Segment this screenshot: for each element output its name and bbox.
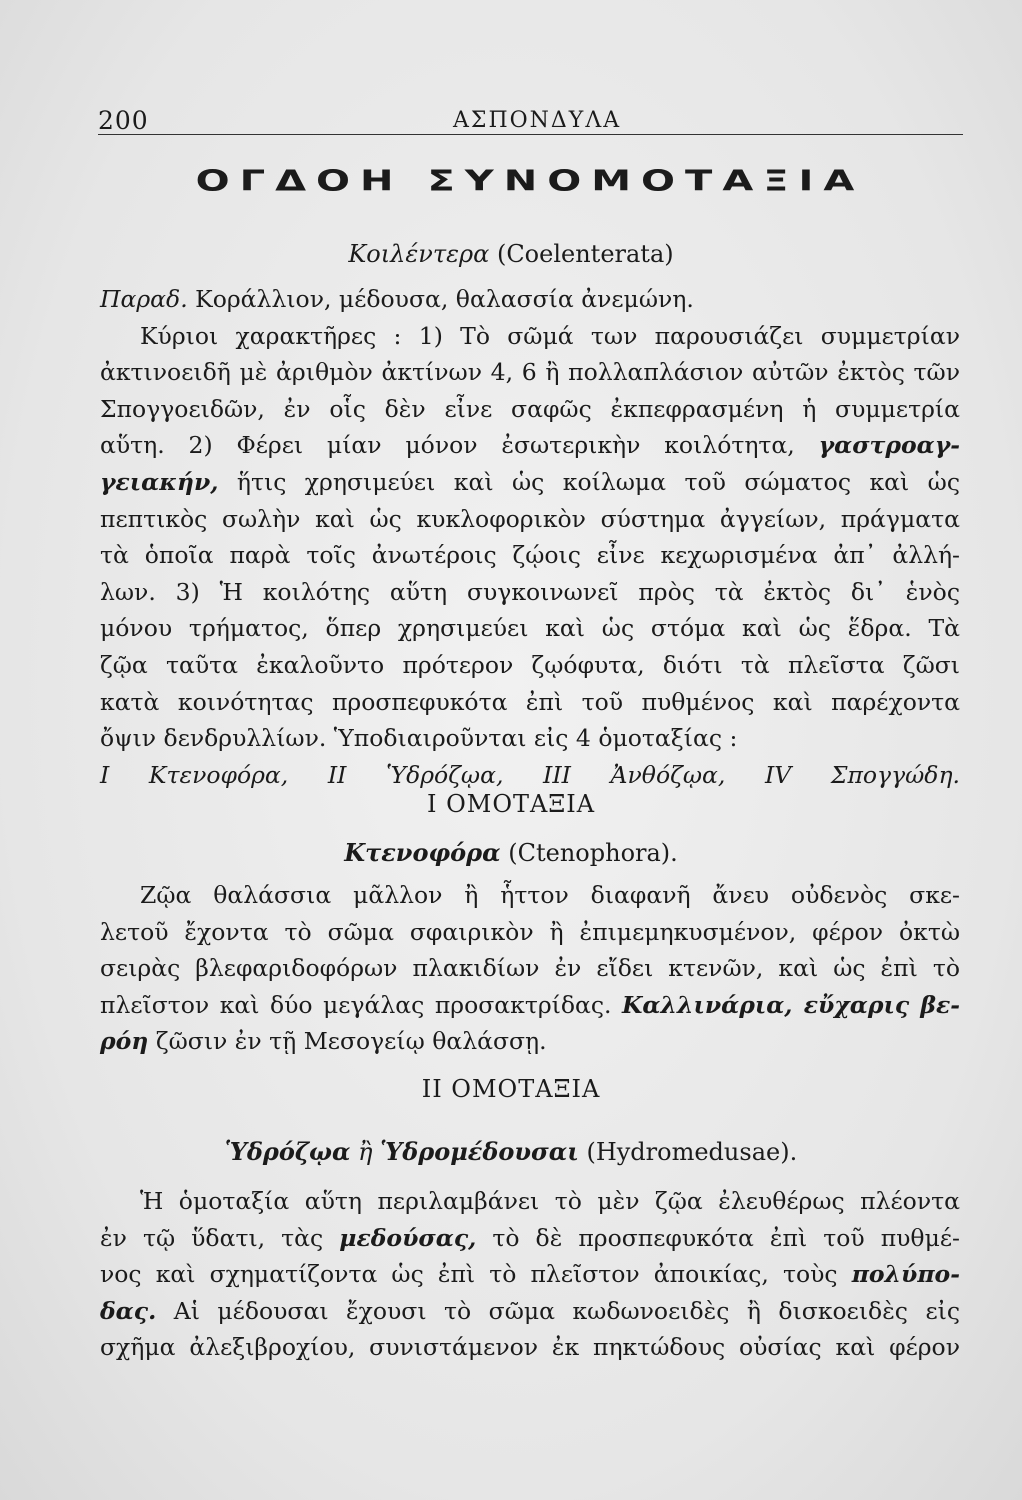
text-line: σχῆμα ἀλεξιβροχίου, συνιστάμενον ἐκ πηκτώδους οὐσίας καὶ φέρον (100, 1333, 960, 1362)
class1-latin: (Ctenophora). (508, 839, 678, 867)
text-fragment: Αἱ μέδουσαι ἔχουσι τὸ σῶμα κωδωνοειδὲς ἢ δισκοειδὲς εἰς (173, 1296, 960, 1325)
text-fragment: ζῶσιν ἐν τῇ Μεσογείῳ θαλάσσῃ. (155, 1027, 547, 1056)
text-line: μόνου τρήματος, ὅπερ χρησιμεύει καὶ ὡς στόμα καὶ ὡς ἕδρα. Τὰ (100, 614, 960, 643)
class2-heading: ΙΙ ΟΜΟΤΑΞΙΑ (421, 1075, 601, 1103)
examples-text: Κοράλλιον, μέδουσα, θαλασσία ἀνεμώνη. (195, 285, 694, 313)
text-fragment: πλεῖστον καὶ δύο μεγάλας προσακτρίδας. (100, 990, 612, 1019)
text-line: κατὰ κοινότητας προσπεφυκότα ἐπὶ τοῦ πυθμένος καὶ παρέχοντα (100, 687, 960, 716)
class2-paragraph (100, 1183, 960, 1366)
class2-name-b: Ὑδρομέδουσαι (380, 1137, 579, 1166)
text-line (100, 464, 960, 501)
term-gastrovascular: γαστροαγ- (818, 431, 960, 460)
phylum-name: Κοιλέντερα (348, 240, 490, 268)
page-number: 200 (98, 106, 149, 135)
text-line (100, 1220, 960, 1257)
class2-name-a: Ὑδρόζῳα (224, 1137, 351, 1166)
text-fragment: αὕτη. 2) Φέρει μίαν μόνον ἐσωτερικὴν κοιλότητα, (100, 431, 795, 460)
class2-or: ἢ (358, 1138, 373, 1166)
text-line: σειρὰς βλεφαριδοφόρων πλακιδίων ἐν εἴδει κτενῶν, καὶ ὡς ἐπὶ τὸ (100, 954, 960, 983)
classes-list: I Κτενοφόρα, II Ὑδρόζῳα, III Ἀνθόζῳα, IV Σπογγώδη. (100, 760, 960, 789)
page-header (98, 100, 963, 135)
intro-paragraph (100, 281, 960, 793)
class2-latin: (Hydromedusae). (586, 1138, 798, 1166)
text-line: Ζῷα θαλάσσια μᾶλλον ἢ ἧττον διαφανῆ ἄνευ οὐδενὸς σκε- (140, 881, 960, 909)
text-line (100, 1293, 960, 1330)
text-line: ἀκτινοειδῆ μὲ ἀριθμὸν ἀκτίνων 4, 6 ἢ πολλαπλάσιον αὐτῶν ἐκτὸς τῶν (100, 358, 960, 387)
species-names: Καλλινάρια, εὔχαρις βε- (622, 990, 960, 1019)
text-line (100, 1023, 960, 1060)
class1-title (0, 838, 1022, 867)
text-fragment: νος καὶ σχηματίζοντα ὡς ἐπὶ τὸ πλεῖστον ἀποικίας, τοὺς (100, 1260, 838, 1289)
running-head: ΑΣΠΟΝΔΥΛΑ (453, 108, 622, 133)
text-line: ὄψιν δενδρυλλίων. Ὑποδιαιροῦνται εἰς 4 ὁμοταξίας : (100, 724, 738, 753)
text-line: πεπτικὸς σωλὴν καὶ ὡς κυκλοφορικὸν σύστημα ἀγγείων, πράγματα (100, 504, 960, 533)
text-line (100, 987, 960, 1024)
text-line (100, 281, 960, 318)
text-line (100, 1256, 960, 1293)
text-line (100, 427, 960, 464)
text-line: Ἡ ὁμοταξία αὕτη περιλαμβάνει τὸ μὲν ζῷα ἐλευθέρως πλέοντα (140, 1187, 960, 1215)
class1-name: Κτενοφόρα (344, 838, 501, 867)
text-line: Σπογγοειδῶν, ἐν οἷς δὲν εἶνε σαφῶς ἐκπεφρασμένη ἡ συμμετρία (100, 394, 960, 423)
example-label: Παραδ. (100, 285, 188, 313)
class2-title (0, 1137, 1022, 1166)
text-fragment: τὸ δὲ προσπεφυκότα ἐπὶ τοῦ πυθμέ- (492, 1223, 960, 1252)
species-names-cont: ρόη (100, 1027, 149, 1056)
term-polyps: πολύπο- (851, 1260, 960, 1289)
text-line: λετοῦ ἔχοντα τὸ σῶμα σφαιρικὸν ἢ ἐπιμεμηκυσμένον, φέρον ὀκτὼ (100, 917, 960, 946)
group-title: ΟΓΔΟΗ ΣΥΝΟΜΟΤΑΞΙΑ (195, 164, 865, 198)
phylum-title (0, 240, 1022, 268)
term-polyps-cont: δας. (100, 1296, 157, 1325)
text-line: τὰ ὁποῖα παρὰ τοῖς ἀνωτέροις ζῴοις εἶνε κεχωρισμένα ἀπ᾽ ἀλλή- (100, 541, 960, 570)
text-line: Κύριοι χαρακτῆρες : 1) Τὸ σῶμά των παρουσιάζει συμμετρίαν (140, 321, 960, 350)
phylum-latin: (Coelenterata) (496, 240, 674, 268)
term-medusae: μεδούσας, (339, 1223, 477, 1252)
text-line: λων. 3) Ἡ κοιλότης αὕτη συγκοινωνεῖ πρὸς τὰ ἐκτὸς δι᾽ ἑνὸς (100, 577, 960, 606)
text-line: ζῷα ταῦτα ἐκαλοῦντο πρότερον ζῳόφυτα, διότι τὰ πλεῖστα ζῶσι (100, 650, 960, 679)
class1-paragraph (100, 877, 960, 1060)
text-fragment: ἐν τῷ ὕδατι, τὰς (100, 1223, 324, 1252)
class1-heading: Ι ΟΜΟΤΑΞΙΑ (426, 790, 596, 818)
term-gastrovascular-cont: γειακήν, (100, 467, 219, 496)
text-fragment: ἥτις χρησιμεύει καὶ ὡς κοίλωμα τοῦ σώματος καὶ ὡς (236, 467, 960, 496)
